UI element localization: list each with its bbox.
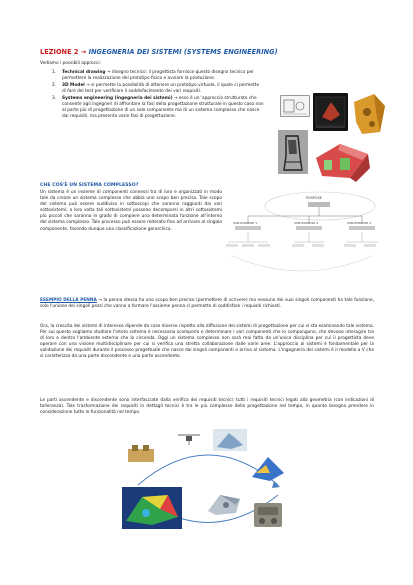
item-number: 1. — [52, 70, 57, 75]
engineering-collage — [118, 425, 298, 550]
item-name: 3D Model — [62, 82, 85, 88]
purpose-label: PURPOSE — [306, 196, 322, 200]
list-item — [52, 70, 264, 82]
item-text: → disegno tecnico: il progettista fornisce questo disegno tecnico per permettere la realizzazione del prototipo fisico e avviare la produzione. — [62, 70, 254, 82]
3d-cad-screen-image — [313, 93, 348, 131]
approaches-list — [52, 70, 264, 121]
engine-part-image — [126, 445, 156, 465]
fea-simulation-image — [122, 487, 182, 529]
lesson-topic: INGEGNERIA DEI SISTEMI (SYSTEMS ENGINEERING) — [88, 48, 278, 56]
drone-icon — [176, 432, 202, 446]
prototype-part-image — [250, 499, 286, 531]
complexity-paragraph: Ora, la crescita dei sistemi di interesse dipende da cose diverse rispetto alla diffusione dei sistemi di progettazione per cui si sta esaminando tale sistema. Per sui questo vogliamo studiare l'intero sistema è necessario scomporlo e determinare i vari componenti che lo compongono, che devono interagire tra di loro e dentro l'ambiente esterno che lo circonda. Oggi un sistema complesso non sarà mai fatto da un'unica disciplina per cui il progettista deve operare con una visione multidisciplinare per cui si verifica una stretta collaborazione dalle varie aree. L'approccio ai sistemi è fondamentale per la validazione dei requisiti durante il processo progettuale che nasce dai singoli componenti e arriva al sistema. L'ingegneria dei sistemi è il modello a V che si caratterizza da una parte discendente e una parte ascendente. — [40, 324, 374, 360]
drawing-lines-icon — [281, 96, 309, 116]
list-item — [52, 96, 264, 120]
sub-purpose-1-label: SUB-PURPOSE 1 — [233, 221, 258, 225]
mesh-analysis-image — [248, 453, 288, 483]
section-heading: CHE COS'È UN SISTEMA COMPLESSO? — [40, 183, 139, 188]
list-item — [52, 83, 264, 95]
cad-model-icon — [313, 93, 348, 131]
pen-example-paragraph — [40, 298, 374, 310]
page-title — [40, 48, 278, 56]
item-number: 3. — [52, 95, 57, 101]
seat-assembly-image — [310, 138, 374, 184]
intro-text: Vediamo i possibili approcci: — [40, 61, 102, 66]
sub-purpose-2-label: SUB-PURPOSE 2 — [294, 221, 319, 225]
requirements-paragraph: Le parti ascendente e discendente sono interfacciate dalla verifica dei requisiti tecnici: tutti i requisiti tecnici legati alla geometria (con indicazioni di tolleranza). Tale trasformazione dei requisiti in dettagli tecnici è tra le più complesse della progettazione nel tempo, in quanto bisogna prendere in considerazione tutte le funzionalità nel tempo. — [40, 398, 374, 416]
system-definition-paragraph: Un sistema è un insieme di componenti connessi tra di loro e organizzati in modo tale da creare un sistema complesso che abbia uno scopo ben preciso. Tale scopo del sistema può essere suddiviso in sottoscopi che saranno raggiunti dai vari sottosistemi; a loro volta tali sottosistemi possono decomporsi in altri sottosistemi più piccoli che saranno in grado di compiere una determinata funzione all'interno del sistema complesso. Tale processo può essere reiterato fino ad arrivare al singolo componente, facendo dunque una classificazione gerarchica. — [40, 190, 222, 232]
sub-purpose-3-label: SUB-PURPOSE 3 — [347, 221, 372, 225]
item-number: 2. — [52, 82, 57, 88]
fea-icon — [122, 487, 182, 529]
technical-drawing-image — [280, 95, 310, 117]
component-icon — [206, 491, 244, 517]
item-text: → si permette la possibilità di ottenere un prototipo virtuale, il quale ci permette di fare dei test per verificare il soddisfacimento dei vari requisiti. — [62, 82, 260, 94]
engine-icon — [126, 445, 156, 465]
diagram-lines-icon — [222, 186, 382, 291]
item-name: Technical drawing — [62, 70, 106, 75]
title-arrow: → — [80, 48, 87, 56]
3d-model-part-image — [350, 92, 388, 136]
pen-example-label: ESEMPIO DELLA PENNA — [40, 298, 97, 303]
item-text: → esso è un' approccio strutturato che consente agli ingegneri di affrontare la fasi della progettazione strutturale in questo caso non al parte più di progettazione di un solo componente ma di un sistema complesso che nasce dai requisiti, ma presenta varie fasi di progettazione. — [62, 95, 264, 119]
purpose-hierarchy-diagram — [222, 186, 382, 291]
lesson-number: LEZIONE 2 — [40, 48, 79, 56]
assembly-frame-icon — [310, 138, 374, 184]
prototype-icon — [250, 499, 286, 531]
pen-example-text: → la penna stessa ha uno scopo ben preciso (permettere di scrivere) ma nessuno dei suoi singoli componenti ha tale funzione, solo l'unione dei singoli pezzi che vanno a formare l'assieme penna ci permette di soddisfare i requisiti richiesti. — [40, 298, 374, 310]
structure-render-image — [213, 429, 247, 451]
mesh-icon — [248, 453, 288, 483]
mechanical-part-icon — [350, 92, 388, 136]
component-render-image — [206, 491, 244, 517]
item-name: Systems engineering (ingegneria dei sistemi) — [62, 95, 173, 101]
seat-frame-icon — [278, 130, 308, 174]
drone-image — [176, 431, 202, 445]
structure-icon — [213, 429, 247, 451]
car-seat-simulation-image — [278, 130, 308, 174]
